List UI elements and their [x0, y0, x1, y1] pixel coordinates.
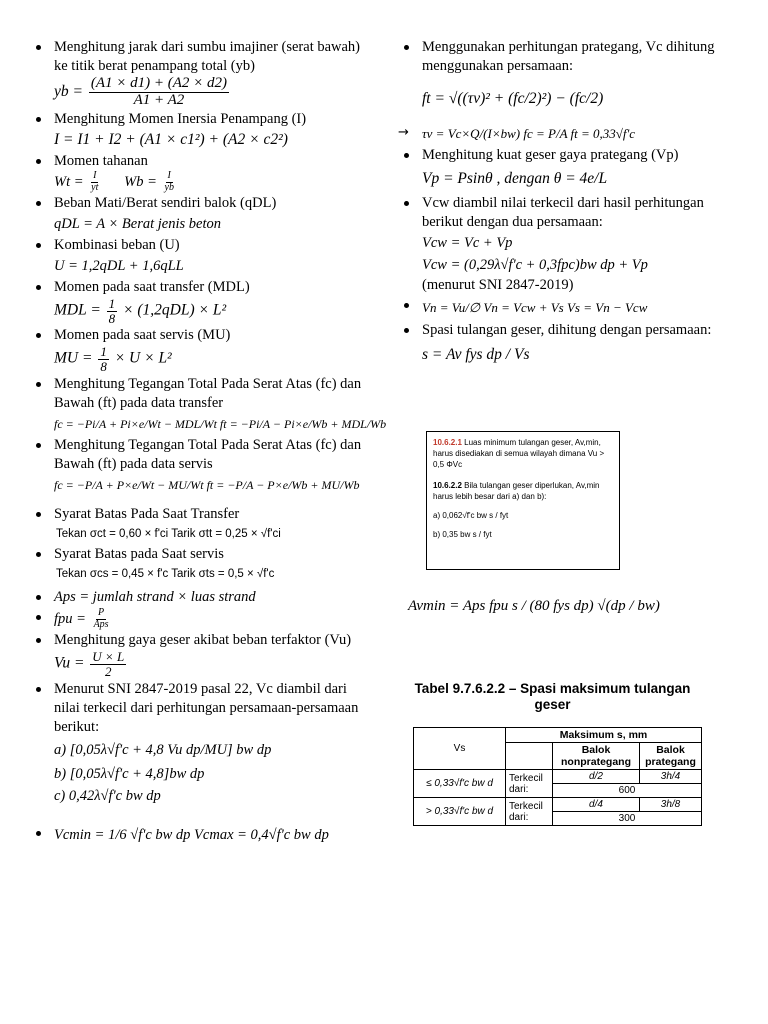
item-text: Menghitung kuat geser gaya prategang (Vp) [422, 147, 679, 163]
bullet-icon [404, 153, 409, 158]
item-text: Beban Mati/Berat sendiri balok (qDL) [54, 195, 277, 212]
equation: Aps = jumlah strand × luas strand [54, 588, 256, 605]
right-column [398, 38, 728, 371]
table-row [414, 798, 702, 812]
list-item [30, 375, 387, 435]
item-text: Vcw diambil nilai terkecil dari hasil perhitungan berikut dengan dua persamaan: [422, 195, 704, 230]
bullet-icon [36, 512, 41, 517]
item-text: Menghitung Tegangan Total Pada Serat Atas (fc) dan Bawah (ft) pada data transfer [54, 375, 362, 411]
item-text: Menghitung gaya geser akibat beban terfaktor (Vu) [54, 632, 352, 649]
item-note: (menurut SNI 2847-2019) [422, 277, 574, 293]
bullet-icon [36, 285, 41, 290]
equation: Vn = Vu/∅ Vn = Vcw + Vs Vs = Vn − Vcw [422, 300, 648, 315]
fraction-denominator: 8 [108, 310, 116, 326]
list-item [30, 505, 370, 544]
table-title: Tabel 9.7.6.2.2 – Spasi maksimum tulangan geser [414, 681, 691, 712]
arrow-icon: → [398, 125, 409, 140]
fraction [107, 297, 118, 325]
list-item [30, 236, 370, 277]
bullet-icon [36, 333, 41, 338]
table-cell: > 0,33√f'c bw d [414, 798, 506, 826]
table-cell: d/4 [553, 798, 640, 812]
list-item [398, 123, 728, 145]
equation [54, 76, 370, 109]
fraction-denominator: Aps [93, 618, 109, 630]
list-item [30, 588, 370, 607]
equation: U = 1,2qDL + 1,6qLL [54, 258, 184, 275]
list-item [30, 326, 370, 373]
bullet-icon [36, 117, 41, 122]
equation: τv = Vc×Q/(I×bw) fc = P/A ft = 0,33√f'c [422, 126, 636, 141]
equation: I = I1 + I2 + (A1 × c1²) + (A2 × c2²) [54, 130, 288, 148]
item-text: Spasi tulangan geser, dihitung dengan persamaan: [422, 322, 712, 338]
equation: s = Av fys dp / Vs [422, 346, 530, 363]
fraction-denominator: yb [164, 181, 174, 193]
bullet-icon [36, 615, 41, 620]
spacing-table [413, 727, 702, 826]
list-item [398, 321, 728, 370]
list-item [30, 38, 370, 109]
table-cell: Terkecil dari: [506, 798, 553, 826]
table-cell: d/2 [553, 770, 640, 784]
bullet-icon [36, 831, 41, 836]
item-text: Menghitung Tegangan Total Pada Serat Atas (fc) dan Bawah (ft) pada data servis [54, 436, 362, 472]
list-item [30, 194, 370, 235]
item-text: Menghitung jarak dari sumbu imajiner (serat bawah) ke titik berat penampang total (yb) [54, 39, 361, 74]
equation: Tekan σcs = 0,45 × f'c Tarik σts = 0,5 × √f'c [56, 567, 275, 580]
item-text: Menghitung Momen Inersia Penampang (I) [54, 110, 307, 127]
sni-option-a: a) 0,062√f'c bw s / fyt [433, 511, 509, 520]
fraction [89, 171, 100, 193]
equation [54, 171, 370, 194]
fraction-denominator: yt [91, 181, 99, 193]
list-item [30, 631, 370, 678]
bullet-icon [36, 552, 41, 557]
equation: fc = −P/A + P×e/Wt − MU/Wt ft = −P/A − P×e/Wb + MU/Wb [54, 477, 360, 492]
bullet-icon [36, 687, 41, 692]
bullet-icon [404, 45, 409, 50]
equation-lhs: yb = [54, 82, 83, 100]
list-item [30, 680, 370, 807]
table-cell: 600 [553, 784, 702, 798]
equation-lhs: fpu = [54, 610, 86, 627]
bullet-icon [36, 45, 41, 50]
equation-rhs: × U × L² [114, 350, 172, 368]
sni-excerpt-box [426, 431, 620, 570]
equation: Vcw = (0,29λ√f'c + 0,3fpc)bw dp + Vp [422, 257, 648, 273]
fraction-numerator: (A1 × d1) + (A2 × d2) [90, 75, 228, 91]
item-text: Kombinasi beban (U) [54, 237, 180, 254]
equation: a) [0,05λ√f'c + 4,8 Vu dp/MU] bw dp [54, 741, 272, 758]
bullet-icon [404, 328, 409, 333]
fraction [98, 345, 109, 373]
list-item [30, 436, 370, 496]
list-item [30, 152, 370, 194]
column-header-prestressed: Balok prategang [640, 743, 702, 770]
fraction-numerator: I [167, 170, 171, 182]
equation-lhs: Wb = [124, 173, 157, 190]
equation [54, 608, 370, 631]
fraction [89, 76, 229, 109]
equation: Vp = Psinθ , dengan θ = 4e/L [422, 170, 608, 187]
bullet-icon [36, 201, 41, 206]
list-item [398, 38, 728, 122]
equation-lhs: Wt = [54, 173, 84, 190]
list-item [398, 146, 728, 193]
item-text: Syarat Batas pada Saat servis [54, 545, 224, 562]
equation: ft = √((τv)² + (fc/2)²) − (fc/2) [422, 90, 604, 107]
list-item [30, 110, 370, 151]
fraction-numerator: 1 [100, 344, 107, 360]
bullet-icon [36, 638, 41, 643]
left-column [30, 38, 387, 847]
item-text: Menurut SNI 2847-2019 pasal 22, Vc diambil dari nilai terkecil dari perhitungan persamaan-persamaan berikut: [54, 680, 359, 735]
item-text: Momen pada saat transfer (MDL) [54, 279, 250, 296]
list-item [398, 296, 728, 320]
fraction-numerator: 1 [108, 296, 116, 312]
equation: b) [0,05λ√f'c + 4,8]bw dp [54, 765, 205, 782]
table-row [414, 728, 702, 743]
fraction [92, 608, 111, 630]
list-item [398, 194, 728, 295]
table-cell: 3h/8 [640, 798, 702, 812]
bullet-icon [36, 595, 41, 600]
sni-clause-text: Bila tulangan geser diperlukan, Av,min harus lebih besar dari a) dan b): [433, 481, 600, 501]
equation: qDL = A × Berat jenis beton [54, 216, 221, 233]
item-text: Momen tahanan [54, 152, 148, 169]
equation: Tekan σct = 0,60 × f'ci Tarik σtt = 0,25 × √f'ci [56, 527, 281, 540]
table-cell: ≤ 0,33√f'c bw d [414, 770, 506, 798]
table-cell: Terkecil dari: [506, 770, 553, 798]
fraction [90, 650, 126, 678]
avmin-equation: Avmin = Aps fpu s / (80 fys dp) √(dp / bw) [408, 598, 660, 614]
bullet-icon [404, 201, 409, 206]
equation: Vcw = Vc + Vp [422, 235, 513, 251]
bullet-icon [36, 443, 41, 448]
list-item [30, 545, 370, 584]
bullet-icon [404, 303, 409, 308]
equation [54, 345, 370, 373]
equation: Vcmin = 1/6 √f'c bw dp Vcmax = 0,4√f'c bw dp [54, 826, 329, 843]
equation-rhs: × (1,2qDL) × L² [123, 301, 227, 319]
equation-lhs: MU = [54, 350, 93, 368]
fraction [163, 171, 176, 193]
equation [54, 297, 370, 325]
equation: c) 0,42λ√f'c bw dp [54, 787, 161, 804]
table-cell: 300 [553, 812, 702, 826]
column-header-nonprestressed: Balok nonprategang [553, 743, 640, 770]
sni-clause-text: Luas minimum tulangan geser, Av,min, harus disediakan di semua wilayah dimana Vu > 0,5 ΦVc [433, 438, 605, 469]
fraction-denominator: 2 [104, 664, 112, 680]
column-header-vs: Vs [414, 728, 506, 770]
fraction-denominator: 8 [100, 359, 107, 375]
fraction-numerator: I [93, 170, 97, 182]
equation [54, 650, 370, 678]
list-item [30, 608, 370, 631]
equation-lhs: Vu = [54, 655, 85, 673]
equation: fc = −Pi/A + Pi×e/Wt − MDL/Wt ft = −Pi/A − Pi×e/Wb + MDL/Wb [54, 416, 387, 431]
bullet-icon [36, 382, 41, 387]
column-header-max: Maksimum s, mm [506, 728, 702, 743]
fraction-numerator: P [98, 607, 105, 619]
bullet-icon [36, 243, 41, 248]
sni-clause-number: 10.6.2.1 [433, 438, 462, 447]
item-text: Menggunakan perhitungan prategang, Vc dihitung menggunakan persamaan: [422, 39, 715, 74]
fraction-denominator: A1 + A2 [133, 91, 185, 108]
table-row [414, 770, 702, 784]
sni-clause-number: 10.6.2.2 [433, 481, 462, 490]
equation-lhs: MDL = [54, 301, 101, 319]
list-item [30, 824, 370, 846]
list-item [30, 278, 370, 325]
item-text: Syarat Batas Pada Saat Transfer [54, 505, 240, 522]
item-text: Momen pada saat servis (MU) [54, 327, 231, 344]
sni-option-b: b) 0,35 bw s / fyt [433, 530, 492, 539]
table-cell: 3h/4 [640, 770, 702, 784]
fraction-numerator: U × L [92, 649, 125, 665]
bullet-icon [36, 159, 41, 164]
